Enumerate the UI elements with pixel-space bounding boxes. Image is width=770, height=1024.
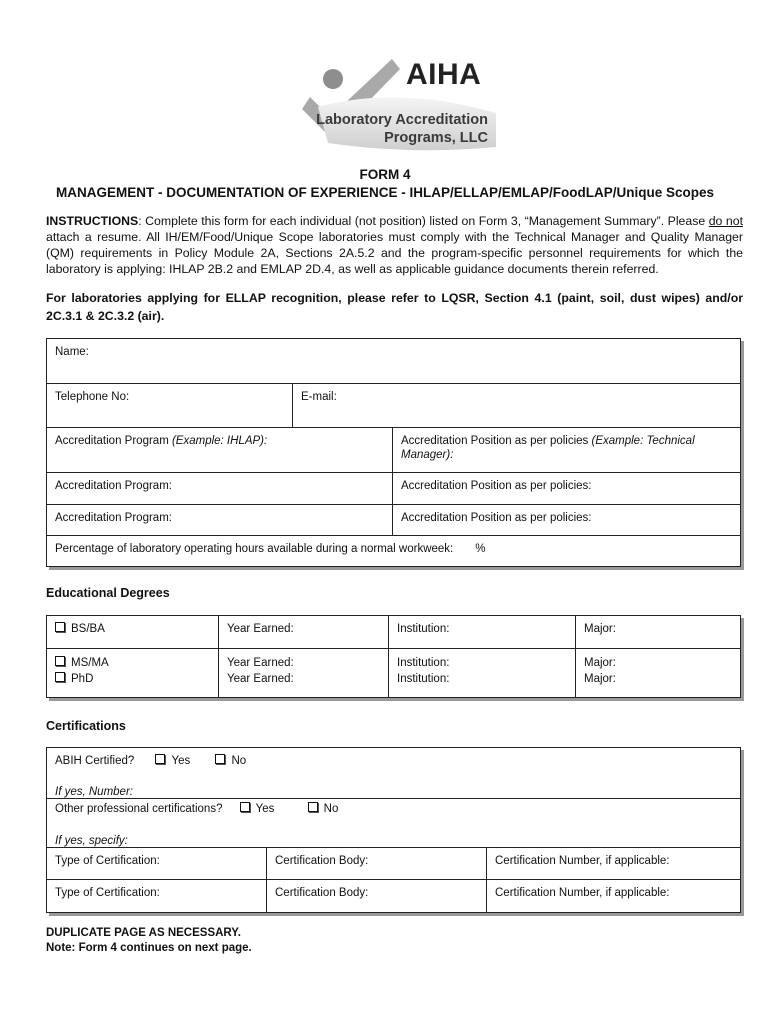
instructions-text-a: : Complete this form for each individual (not position) listed on Form 3, “Management Summary”. Please xyxy=(138,214,709,228)
other-no-checkbox-icon[interactable] xyxy=(308,802,318,812)
institution-field-2[interactable] xyxy=(388,649,575,697)
position-field-3[interactable] xyxy=(392,505,740,535)
phd-checkbox-icon[interactable] xyxy=(55,672,65,682)
year-field-1[interactable] xyxy=(218,616,388,648)
certifications-box xyxy=(46,747,741,913)
abih-no-checkbox-icon[interactable] xyxy=(215,754,225,764)
telephone-label: Telephone No: xyxy=(55,391,130,403)
abih-field xyxy=(47,748,740,798)
cert-body-label: Certification Body: xyxy=(275,855,369,867)
cert-type-field-1[interactable] xyxy=(47,848,266,879)
degree-row-2 xyxy=(47,649,740,697)
year-label: Year Earned: xyxy=(227,673,294,685)
abih-no-label: No xyxy=(231,755,247,767)
major-label: Major: xyxy=(584,657,616,669)
cert-row-1 xyxy=(47,848,740,880)
degree-label: PhD xyxy=(71,673,94,685)
cert-type-field-2[interactable] xyxy=(47,880,266,912)
other-cert-question: Other professional certifications? xyxy=(55,803,223,815)
program-example-1: (Example: IHLAP): xyxy=(171,435,268,447)
abih-question: ABIH Certified? xyxy=(55,755,135,767)
percentage-field[interactable] xyxy=(47,536,740,566)
position-label-1: Accreditation Position as per policies xyxy=(401,435,592,447)
program-label-2: Accreditation Program: xyxy=(55,480,172,492)
instructions-underlined: do not xyxy=(708,214,743,228)
telephone-field[interactable] xyxy=(47,384,292,427)
other-cert-field xyxy=(47,799,740,847)
logo-subtitle xyxy=(300,111,488,147)
form-heading: MANAGEMENT - DOCUMENTATION OF EXPERIENCE - IHLAP/ELLAP/EMLAP/FoodLAP/Unique Scopes xyxy=(55,185,714,200)
contact-row xyxy=(47,384,740,428)
program-label-3: Accreditation Program: xyxy=(55,512,172,524)
form-number: FORM 4 xyxy=(359,167,411,182)
logo-subtitle-line2: Programs, LLC xyxy=(384,130,488,146)
major-field-2[interactable] xyxy=(575,649,740,697)
instructions-text-b: attach a resume. All IH/EM/Food/Unique Scope laboratories must comply with the Technical Manager and Quality Manager (QM) requirements in Policy Module 2A, Sections 2A.5.2 and the program-specific personnel requirements for which the laboratory is applying: IHLAP 2B.2 and EMLAP 2D.4, as well as applicable guidance documents therein referred. xyxy=(46,230,743,276)
year-label: Year Earned: xyxy=(227,623,294,635)
institution-label: Institution: xyxy=(397,623,450,635)
education-box xyxy=(46,615,741,698)
abih-yes-label: Yes xyxy=(171,755,191,767)
logo-brand: AIHA xyxy=(406,58,482,91)
ellap-note: For laboratories applying for ELLAP recognition, please refer to LQSR, Section 4.1 (paint, soil, dust wipes) and/or 2C.3.1 & 2C.3.2 (air). xyxy=(46,291,743,323)
position-field-1[interactable] xyxy=(392,428,740,472)
institution-label: Institution: xyxy=(397,673,450,685)
degree-msma[interactable] xyxy=(55,655,210,671)
other-no-label: No xyxy=(323,803,339,815)
year-field-2[interactable] xyxy=(218,649,388,697)
email-field[interactable] xyxy=(292,384,740,427)
program-field-1[interactable] xyxy=(47,428,392,472)
degree-label: BS/BA xyxy=(71,623,105,635)
percent-sign: % xyxy=(475,543,486,555)
percentage-row xyxy=(47,536,740,566)
abih-yes-checkbox-icon[interactable] xyxy=(155,754,165,764)
certifications-heading: Certifications xyxy=(46,719,126,733)
cert-body-field-2[interactable] xyxy=(266,880,486,912)
program-field-2[interactable] xyxy=(47,473,392,504)
cert-number-label: Certification Number, if applicable: xyxy=(495,855,670,867)
position-label-3: Accreditation Position as per policies: xyxy=(401,512,592,524)
name-row xyxy=(47,339,740,384)
major-field-1[interactable] xyxy=(575,616,740,648)
education-heading: Educational Degrees xyxy=(46,586,170,600)
abih-number-label[interactable]: If yes, Number: xyxy=(55,786,133,798)
program-row-1 xyxy=(47,428,740,473)
degree-bsba[interactable] xyxy=(47,616,218,648)
instructions xyxy=(46,213,743,277)
other-cert-row xyxy=(47,799,740,848)
year-label: Year Earned: xyxy=(227,657,294,669)
cert-number-label: Certification Number, if applicable: xyxy=(495,887,670,899)
abih-no-option[interactable] xyxy=(215,755,246,767)
major-label: Major: xyxy=(584,623,616,635)
instructions-label: INSTRUCTIONS xyxy=(46,214,139,228)
other-specify-label[interactable]: If yes, specify: xyxy=(55,835,128,847)
name-field[interactable] xyxy=(47,339,740,383)
cert-body-label: Certification Body: xyxy=(275,887,369,899)
program-row-3 xyxy=(47,505,740,536)
position-label-2: Accreditation Position as per policies: xyxy=(401,480,592,492)
abih-row xyxy=(47,748,740,799)
footer-continues: Note: Form 4 continues on next page. xyxy=(46,942,252,954)
program-row-2 xyxy=(47,473,740,505)
program-label-1: Accreditation Program xyxy=(55,435,172,447)
institution-label: Institution: xyxy=(397,657,450,669)
footer-duplicate: DUPLICATE PAGE AS NECESSARY. xyxy=(46,927,241,939)
institution-field-1[interactable] xyxy=(388,616,575,648)
degree-phd[interactable] xyxy=(55,671,210,687)
program-field-3[interactable] xyxy=(47,505,392,535)
cert-body-field-1[interactable] xyxy=(266,848,486,879)
major-label: Major: xyxy=(584,673,616,685)
other-yes-checkbox-icon[interactable] xyxy=(240,802,250,812)
bsba-checkbox-icon[interactable] xyxy=(55,622,65,632)
other-no-option[interactable] xyxy=(308,803,339,815)
personal-info-box xyxy=(46,338,741,567)
position-field-2[interactable] xyxy=(392,473,740,504)
other-yes-label: Yes xyxy=(255,803,275,815)
cert-type-label: Type of Certification: xyxy=(55,887,160,899)
logo-subtitle-line1: Laboratory Accreditation xyxy=(316,112,488,128)
cert-type-label: Type of Certification: xyxy=(55,855,160,867)
percentage-label: Percentage of laboratory operating hours available during a normal workweek: xyxy=(55,543,454,555)
degree-label: MS/MA xyxy=(71,657,109,669)
position-example-1: (Example: Technical Manager): xyxy=(401,435,695,461)
degree-row-1 xyxy=(47,616,740,649)
msma-checkbox-icon[interactable] xyxy=(55,656,65,666)
cert-number-field-2[interactable] xyxy=(486,880,740,912)
degree-msma-phd xyxy=(47,649,218,697)
email-label: E-mail: xyxy=(301,391,337,403)
cert-number-field-1[interactable] xyxy=(486,848,740,879)
abih-yes-option[interactable] xyxy=(155,755,190,767)
name-label: Name: xyxy=(55,346,89,358)
other-yes-option[interactable] xyxy=(240,803,275,815)
footer-note xyxy=(46,926,252,956)
form-title xyxy=(0,166,770,202)
cert-row-2 xyxy=(47,880,740,912)
